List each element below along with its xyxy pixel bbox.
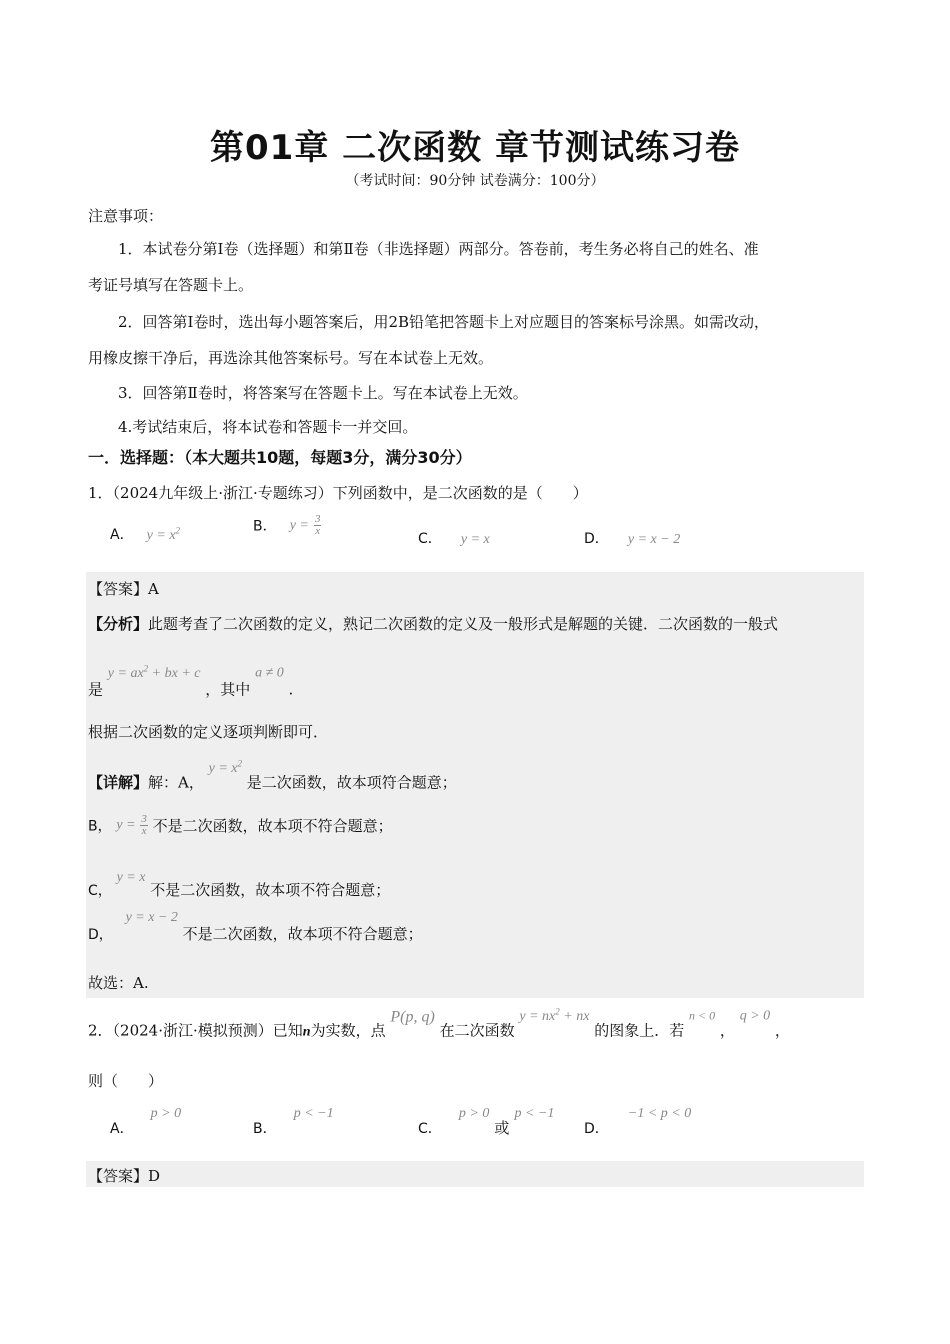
notes-heading: 注意事项：	[88, 207, 164, 225]
notes-item-4: 4.考试结束后，将本试卷和答题卡一并交回。	[118, 418, 418, 436]
q1-detail-a: 【详解】解：A， $y = x^2$ 是二次函数，故本项符合题意；	[88, 758, 457, 792]
q2-stem-then: 则（ ）	[88, 1072, 164, 1090]
q2-answer-block	[86, 1161, 864, 1187]
q1-analysis-line2: 是 $y = ax^2$ + bx + c ，其中 a ≠ 0 .	[88, 663, 294, 699]
notes-item-1a: 1．本试卷分第Ⅰ卷（选择题）和第Ⅱ卷（非选择题）两部分。答卷前，考生务必将自己的姓名、准	[118, 240, 759, 258]
q1-choose: 故选：A.	[88, 974, 149, 992]
q2-option-c: C． p > 0 或 p < −1	[418, 1106, 555, 1137]
q2-option-a: A． p > 0	[110, 1106, 182, 1137]
q1-detail-b: B， y = $\frac{3}{x}$ 不是二次函数，故本项不符合题意；	[88, 813, 393, 837]
q1-option-a: A． $y = x^2$	[110, 525, 181, 543]
q2-option-b: B． p < −1	[253, 1106, 334, 1137]
q1-analysis-line3: 根据二次函数的定义逐项判断即可．	[88, 723, 329, 741]
q2-answer: 【答案】D	[88, 1167, 161, 1185]
q1-analysis-line1: 【分析】此题考查了二次函数的定义，熟记二次函数的定义及一般形式是解题的关键．二次函数的一般式	[88, 615, 779, 633]
section-heading: 一．选择题：（本大题共10题，每题3分，满分30分）	[88, 448, 472, 467]
q1-answer: 【答案】A	[88, 580, 159, 598]
q1-detail-c: C， y = x 不是二次函数，故本项不符合题意；	[88, 870, 391, 899]
notes-item-2b: 用橡皮擦干净后，再选涂其他答案标号。写在本试卷上无效。	[88, 349, 494, 367]
notes-item-2a: 2．回答第Ⅰ卷时，选出每小题答案后，用2B铅笔把答题卡上对应题目的答案标号涂黑。如需改动，	[118, 313, 770, 331]
q1-stem: 1．（2024九年级上·浙江·专题练习）下列函数中，是二次函数的是（ ）	[88, 484, 588, 502]
q1-option-b: B． y = $\frac{3}{x}$	[253, 513, 321, 537]
page-subtitle: （考试时间：90分钟 试卷满分：100分）	[345, 173, 605, 189]
q1-detail-d: D， y = x − 2 不是二次函数，故本项不符合题意；	[88, 910, 423, 943]
q1-option-d: D． y = x − 2	[584, 531, 681, 547]
q1-option-c: C． y = x	[418, 531, 490, 547]
notes-item-1b: 考证号填写在答题卡上。	[88, 276, 254, 294]
notes-item-3: 3．回答第Ⅱ卷时，将答案写在答题卡上。写在本试卷上无效。	[118, 384, 528, 402]
q2-stem: 2．（2024·浙江·模拟预测）已知n为实数，点 P(p, q) 在二次函数 $y = nx^2$ + nx 的图象上．若 n < 0 ， q > 0 ，	[88, 1006, 790, 1040]
page-title: 第01章 二次函数 章节测试练习卷	[210, 128, 740, 168]
q2-option-d: D． −1 < p < 0	[584, 1106, 692, 1137]
